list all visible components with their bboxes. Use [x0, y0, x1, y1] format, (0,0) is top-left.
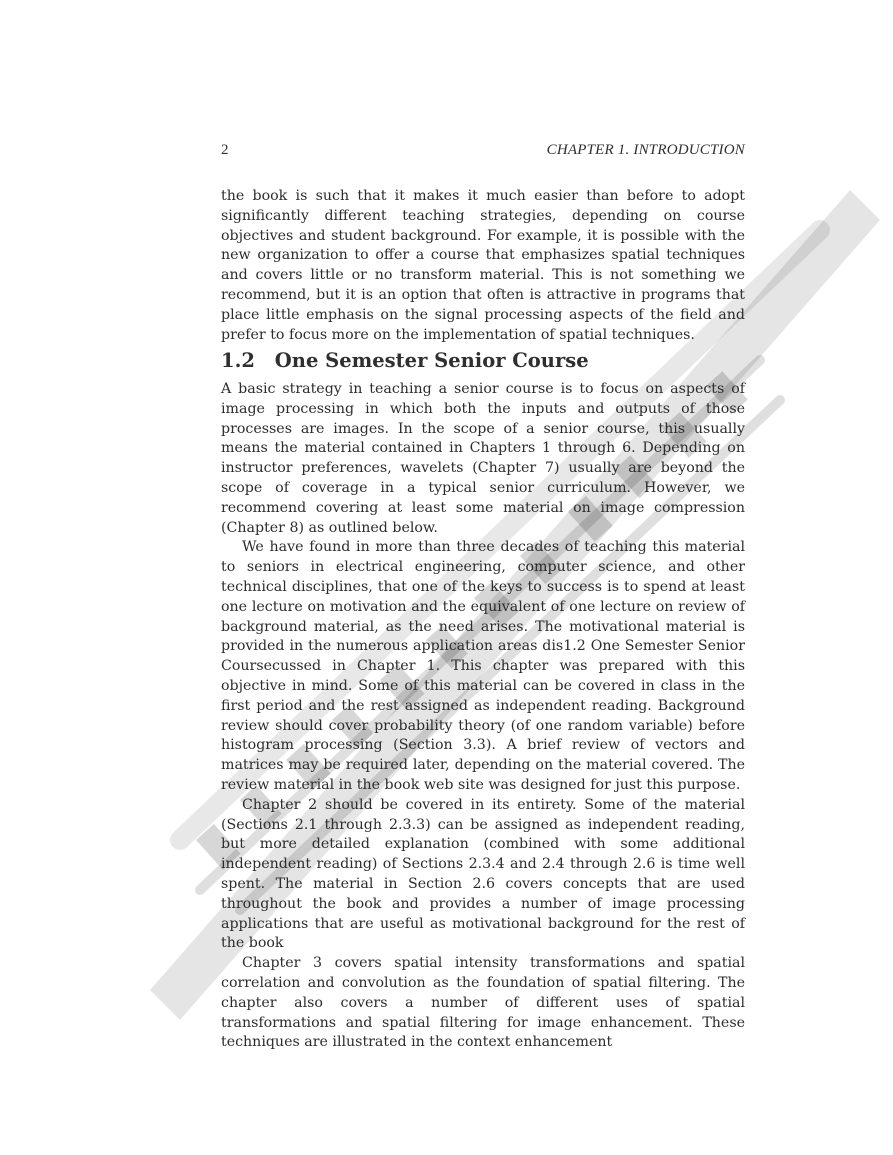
section-paragraph: A basic strategy in teaching a senior course is to focus on aspects of image processing in which both the inputs and outputs of those processes are images. In the scope of a senior course, this usually means the material contained in Chapters 1 through 6. Depending on instructor preferences, wavelets (Chapter 7) usually are beyond the scope of coverage in a typical senior curriculum. However, we recommend covering at least some material on image compression (Chapter 8) as outlined below. [221, 381, 745, 536]
running-header [221, 142, 745, 162]
section-title: One Semester Senior Course [274, 349, 589, 372]
section-heading [221, 349, 745, 372]
page-number: 2 [221, 142, 229, 158]
intro-text-block [221, 187, 745, 345]
section-number: 1.2 [221, 349, 255, 372]
intro-paragraph: the book is such that it makes it much easier than before to adopt significantly different teaching strategies, depending on course objectives and student background. For example, it is possible with the new organization to offer a course that emphasizes spatial techniques and covers little or no transform material. This is not something we recommend, but it is an option that often is attractive in programs that place little emphasis on the signal processing aspects of the field and prefer to focus more on the implementation of spatial techniques. [221, 188, 745, 343]
section-paragraph: Chapter 2 should be covered in its entirety. Some of the material (Sections 2.1 through 2.3.3) can be assigned as independent reading, but more detailed explanation (combined with some additional independent reading) of Sections 2.3.4 and 2.4 through 2.6 is time well spent. The material in Section 2.6 covers concepts that are used throughout the book and provides a number of image processing applications that are useful as motivational background for the rest of the book [221, 796, 745, 952]
section-paragraph: Chapter 3 covers spatial intensity transformations and spatial correlation and convolution as the foundation of spatial filtering. The chapter also covers a number of different uses of spatial transformations and spatial filtering for image enhancement. These techniques are illustrated in the context enhancement [221, 955, 745, 1051]
section-body [221, 380, 745, 1053]
section-paragraph: We have found in more than three decades of teaching this material to seniors in electrical engineering, computer science, and other technical disciplines, that one of the keys to success is to spend at least one lecture on motivation and the equivalent of one lecture on review of background material, as the need arises. The motivational material is provided in the numerous application areas dis1.2 One Semester Senior Coursecussed in Chapter 1. This chapter was prepared with this objective in mind. Some of this material can be covered in class in the first period and the rest assigned as independent reading. Background review should cover probability theory (of one random variable) before histogram processing (Section 3.3). A brief review of vectors and matrices may be required later, depending on the material covered. The review material in the book web site was designed for just this purpose. [221, 539, 745, 793]
chapter-title: CHAPTER 1. INTRODUCTION [546, 142, 745, 158]
